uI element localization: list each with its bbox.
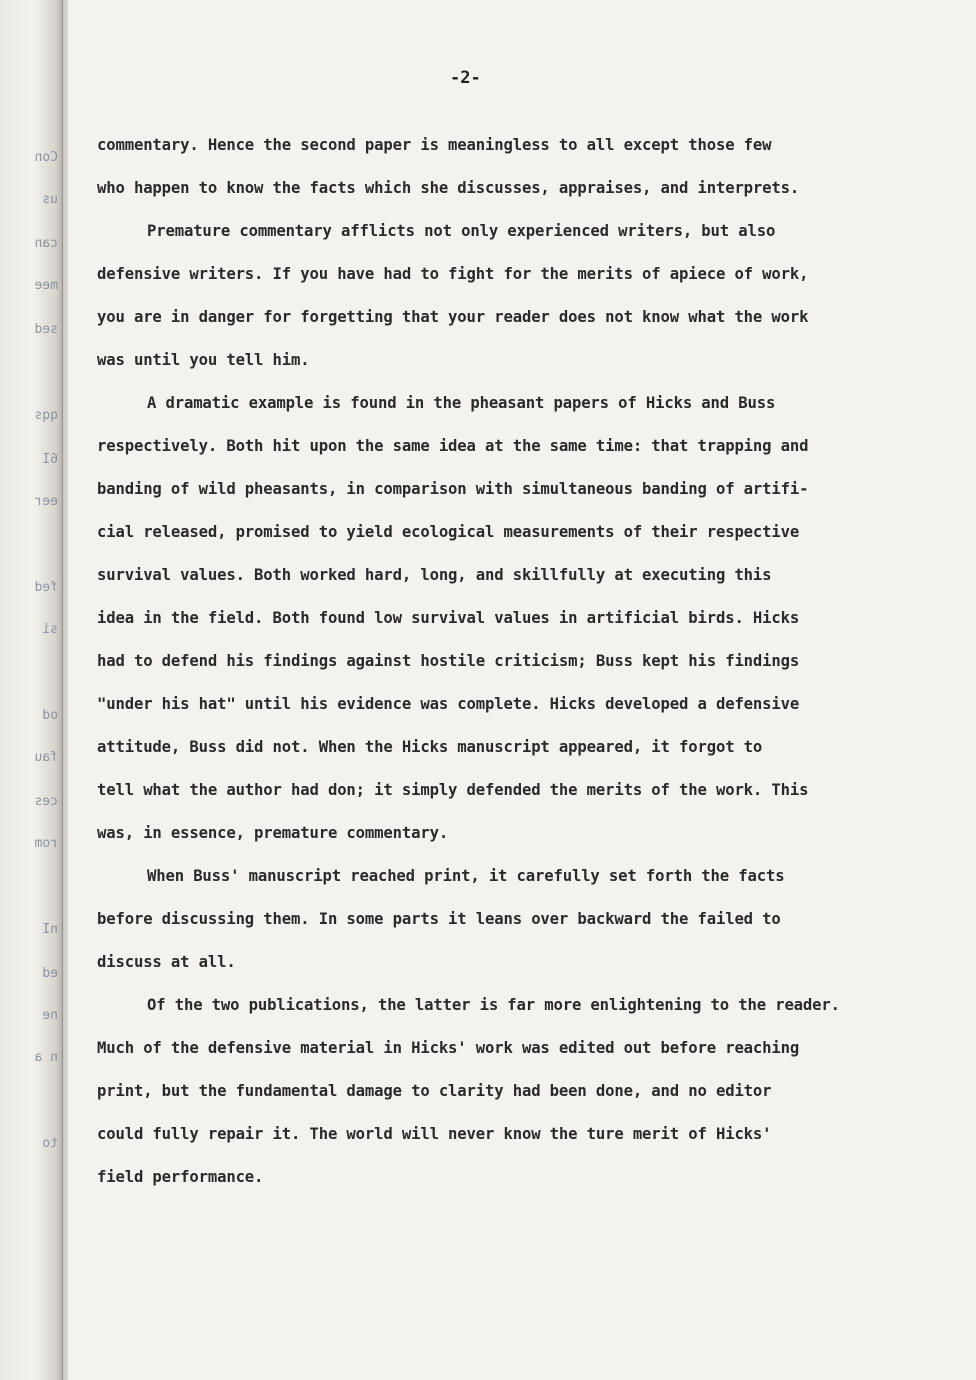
margin-bleed-text: fau	[34, 750, 58, 765]
margin-bleed-text: nI	[42, 922, 58, 937]
text-line: field performance.	[97, 1168, 264, 1186]
text-line: Of the two publications, the latter is far more enlightening to the reader.	[147, 996, 840, 1014]
text-line: was until you tell him.	[97, 351, 310, 369]
text-line: respectively. Both hit upon the same idea at the same time: that trapping and	[97, 437, 809, 455]
margin-bleed-text: n a	[34, 1050, 58, 1065]
margin-bleed-text: ed	[42, 966, 58, 981]
text-line: print, but the fundamental damage to clarity had been done, and no editor	[97, 1082, 772, 1100]
text-line: commentary. Hence the second paper is meaningless to all except those few	[97, 136, 772, 154]
text-line: Premature commentary afflicts not only experienced writers, but also	[147, 222, 776, 240]
margin-bleed-text: qqs	[34, 408, 58, 423]
margin-bleed-text: ne	[42, 1008, 58, 1023]
text-line: banding of wild pheasants, in comparison with simultaneous banding of artifi-	[97, 480, 809, 498]
text-line: you are in danger for forgetting that your reader does not know what the work	[97, 308, 809, 326]
margin-bleed-text: fed	[34, 580, 58, 595]
text-line: before discussing them. In some parts it leans over backward the failed to	[97, 910, 781, 928]
text-line: attitude, Buss did not. When the Hicks manuscript appeared, it forgot to	[97, 738, 763, 756]
margin-bleed-text: sed	[34, 322, 58, 337]
text-line: was, in essence, premature commentary.	[97, 824, 449, 842]
text-line: A dramatic example is found in the pheasant papers of Hicks and Buss	[147, 394, 776, 412]
margin-bleed-text: to	[42, 1136, 58, 1151]
margin-bleed-text: 6I	[42, 452, 58, 467]
text-line: defensive writers. If you have had to fight for the merits of apiece of work,	[97, 265, 809, 283]
typed-body-text	[97, 124, 947, 1199]
margin-bleed-text: Con	[34, 150, 58, 165]
margin-bleed-text: us	[42, 192, 58, 207]
margin-bleed-text: od	[42, 708, 58, 723]
margin-bleed-text: rom	[34, 836, 58, 851]
margin-bleed-text: eer	[34, 494, 58, 509]
margin-bleed-text: can	[34, 236, 58, 251]
margin-bleed-text: mee	[34, 278, 58, 293]
text-line: cial released, promised to yield ecological measurements of their respective	[97, 523, 800, 541]
text-line: Much of the defensive material in Hicks' work was edited out before reaching	[97, 1039, 800, 1057]
text-line: survival values. Both worked hard, long, and skillfully at executing this	[97, 566, 772, 584]
text-line: discuss at all.	[97, 953, 236, 971]
text-line: tell what the author had don; it simply defended the merits of the work. This	[97, 781, 809, 799]
text-line: had to defend his findings against hostile criticism; Buss kept his findings	[97, 652, 800, 670]
text-line: idea in the field. Both found low survival values in artificial birds. Hicks	[97, 609, 800, 627]
margin-bleed-text: si	[42, 622, 58, 637]
margin-bleed-text: ces	[34, 794, 58, 809]
page-number: -2-	[450, 68, 481, 88]
binding-edge	[0, 0, 63, 1380]
text-line: could fully repair it. The world will never know the ture merit of Hicks'	[97, 1125, 772, 1143]
text-line: "under his hat" until his evidence was complete. Hicks developed a defensive	[97, 695, 800, 713]
text-line: When Buss' manuscript reached print, it carefully set forth the facts	[147, 867, 785, 885]
text-line: who happen to know the facts which she discusses, appraises, and interprets.	[97, 179, 800, 197]
